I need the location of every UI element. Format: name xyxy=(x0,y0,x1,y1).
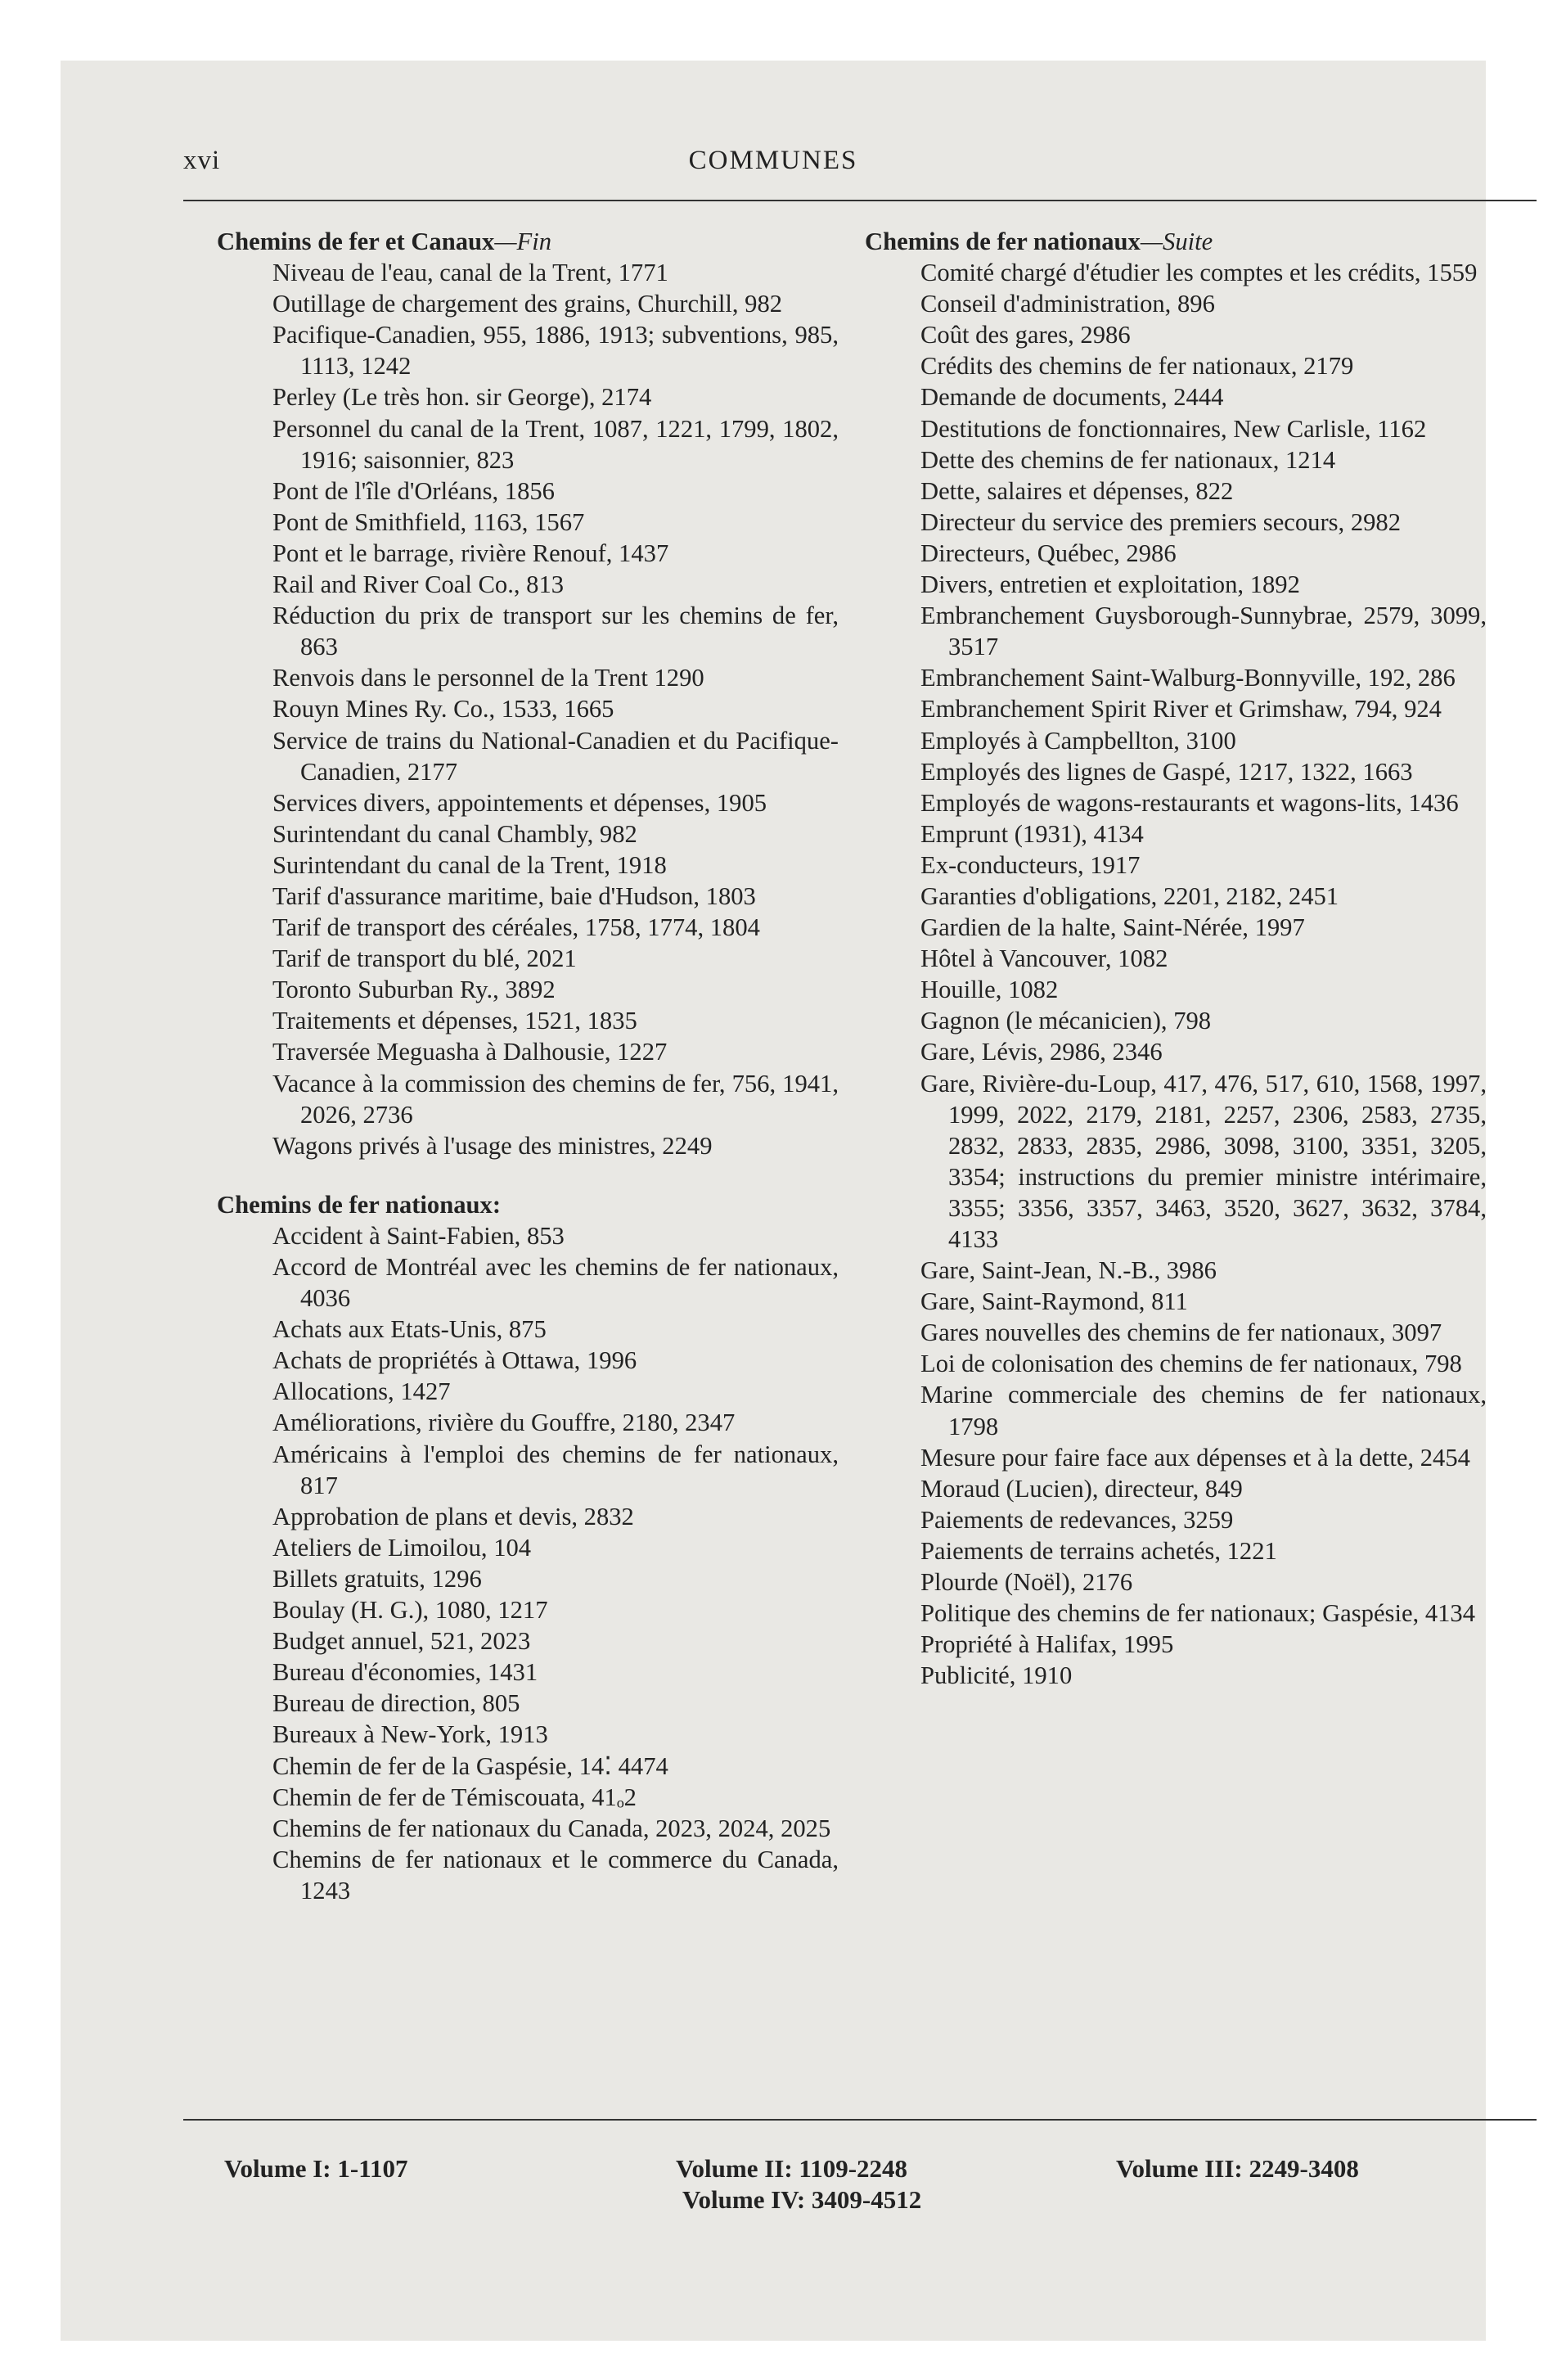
index-entry: Gare, Saint-Jean, N.-B., 3986 xyxy=(920,1256,1217,1285)
index-entry: Niveau de l'eau, canal de la Trent, 1771 xyxy=(272,259,668,287)
index-entry: Emprunt (1931), 4134 xyxy=(920,819,1144,848)
index-entry: Chemins de fer nationaux du Canada, 2023, 2024, 2025 xyxy=(272,1814,831,1842)
index-entry: Houille, 1082 xyxy=(920,976,1059,1004)
index-entry: Bureau d'économies, 1431 xyxy=(272,1658,538,1687)
index-entry: Ateliers de Limoilou, 104 xyxy=(272,1533,532,1562)
section-gap xyxy=(217,1161,839,1189)
index-entry: Mesure pour faire face aux dépenses et à la dette, 2454 xyxy=(920,1443,1470,1472)
index-entry: Gare, Lévis, 2986, 2346 xyxy=(920,1038,1163,1066)
index-entry: Gagnon (le mécanicien), 798 xyxy=(920,1007,1212,1035)
index-entry: Paiements de redevances, 3259 xyxy=(920,1505,1234,1534)
index-entry: Directeur du service des premiers secours, 2982 xyxy=(920,507,1402,536)
index-entry: Services divers, appointements et dépenses, 1905 xyxy=(272,788,767,817)
index-entry: Bureaux à New-York, 1913 xyxy=(272,1720,548,1749)
index-entry: Employés de wagons-restaurants et wagons-lits, 1436 xyxy=(920,788,1459,817)
index-entry: Embranchement Guysborough-Sunnybrae, 2579, 3099, 3517 xyxy=(920,602,1487,661)
page-header xyxy=(61,61,1486,192)
index-entry: Gares nouvelles des chemins de fer nationaux, 3097 xyxy=(920,1318,1442,1347)
index-entry: Pont de l'île d'Orléans, 1856 xyxy=(272,476,555,505)
index-entry: Propriété à Halifax, 1995 xyxy=(920,1630,1174,1659)
index-entry: Plourde (Noël), 2176 xyxy=(920,1568,1133,1597)
index-entry: Politique des chemins de fer nationaux; Gaspésie, 4134 xyxy=(920,1599,1476,1628)
running-head: COMMUNES xyxy=(688,146,858,175)
index-entry: Bureau de direction, 805 xyxy=(272,1689,520,1718)
volume-2-range: Volume II: 1109-2248 xyxy=(676,2154,908,2183)
index-entry: Pont de Smithfield, 1163, 1567 xyxy=(272,507,585,536)
index-entry: Traitements et dépenses, 1521, 1835 xyxy=(272,1007,637,1035)
section-title-text: Chemins de fer nationaux xyxy=(865,228,1141,255)
index-entry: Chemin de fer de Témiscouata, 41ₒ2 xyxy=(272,1783,637,1811)
index-entry: Garanties d'obligations, 2201, 2182, 2451 xyxy=(920,881,1339,910)
index-entry: Boulay (H. G.), 1080, 1217 xyxy=(272,1596,548,1625)
index-entry: Dette, salaires et dépenses, 822 xyxy=(920,476,1234,505)
index-entry: Achats de propriétés à Ottawa, 1996 xyxy=(272,1346,637,1375)
index-entry: Marine commerciale des chemins de fer nationaux, 1798 xyxy=(920,1381,1487,1440)
index-entry: Paiements de terrains achetés, 1221 xyxy=(920,1536,1277,1565)
index-entry: Chemins de fer nationaux et le commerce du Canada, 1243 xyxy=(272,1845,839,1904)
index-entry: Tarif d'assurance maritime, baie d'Hudson, 1803 xyxy=(272,881,756,910)
index-entry: Toronto Suburban Ry., 3892 xyxy=(272,976,556,1004)
index-entry: Tarif de transport des céréales, 1758, 1774, 1804 xyxy=(272,913,760,942)
index-entry: Accord de Montréal avec les chemins de fer nationaux, 4036 xyxy=(272,1253,839,1313)
right-column xyxy=(865,226,1487,1691)
index-entry: Tarif de transport du blé, 2021 xyxy=(272,944,577,973)
index-entry: Crédits des chemins de fer nationaux, 2179 xyxy=(920,352,1354,381)
index-entry: Dette des chemins de fer nationaux, 1214 xyxy=(920,445,1336,474)
section-title xyxy=(217,226,839,257)
index-entry: Demande de documents, 2444 xyxy=(920,383,1224,412)
left-column xyxy=(217,226,839,1906)
index-entry: Budget annuel, 521, 2023 xyxy=(272,1627,531,1656)
index-entry: Surintendant du canal de la Trent, 1918 xyxy=(272,850,667,879)
index-entry: Gare, Saint-Raymond, 811 xyxy=(920,1287,1188,1316)
index-entry: Allocations, 1427 xyxy=(272,1377,451,1406)
index-entry: Gardien de la halte, Saint-Nérée, 1997 xyxy=(920,913,1305,942)
index-entry: Employés à Campbellton, 3100 xyxy=(920,726,1236,755)
index-entry: Coût des gares, 2986 xyxy=(920,321,1131,349)
index-entry: Pont et le barrage, rivière Renouf, 1437 xyxy=(272,539,669,567)
index-entry: Moraud (Lucien), directeur, 849 xyxy=(920,1474,1243,1503)
volume-1-range: Volume I: 1-1107 xyxy=(224,2154,408,2183)
volume-3-range: Volume III: 2249-3408 xyxy=(1116,2154,1359,2183)
index-entry: Publicité, 1910 xyxy=(920,1661,1073,1690)
index-entry: Pacifique-Canadien, 955, 1886, 1913; subventions, 985, 1113, 1242 xyxy=(272,321,839,381)
index-entry: Billets gratuits, 1296 xyxy=(272,1564,482,1593)
footer-rule xyxy=(183,2119,1537,2121)
index-entry: Chemin de fer de la Gaspésie, 14⁚ 4474 xyxy=(272,1751,668,1780)
index-entry: Divers, entretien et exploitation, 1892 xyxy=(920,570,1300,599)
volume-4-range: Volume IV: 3409-4512 xyxy=(682,2185,922,2214)
index-entry: Embranchement Spirit River et Grimshaw, 794, 924 xyxy=(920,695,1442,723)
index-entry: Américains à l'emploi des chemins de fer nationaux, 817 xyxy=(272,1440,839,1499)
index-entry: Accident à Saint-Fabien, 853 xyxy=(272,1221,565,1250)
index-entry: Surintendant du canal Chambly, 982 xyxy=(272,819,637,848)
index-entry: Service de trains du National-Canadien et du Pacifique-Canadien, 2177 xyxy=(272,726,839,786)
index-entry: Achats aux Etats-Unis, 875 xyxy=(272,1315,547,1344)
index-entry: Approbation de plans et devis, 2832 xyxy=(272,1502,634,1530)
section-title xyxy=(217,1189,839,1220)
index-entry: Perley (Le très hon. sir George), 2174 xyxy=(272,383,652,412)
index-entry: Loi de colonisation des chemins de fer nationaux, 798 xyxy=(920,1350,1462,1378)
index-entry: Embranchement Saint-Walburg-Bonnyville, 192, 286 xyxy=(920,664,1456,692)
index-entry: Rouyn Mines Ry. Co., 1533, 1665 xyxy=(272,695,614,723)
page-number: xvi xyxy=(183,146,221,175)
index-entry: Rail and River Coal Co., 813 xyxy=(272,570,565,599)
index-entry: Personnel du canal de la Trent, 1087, 1221, 1799, 1802, 1916; saisonnier, 823 xyxy=(272,414,839,474)
index-entry: Destitutions de fonctionnaires, New Carlisle, 1162 xyxy=(920,414,1427,443)
index-entry: Traversée Meguasha à Dalhousie, 1227 xyxy=(272,1038,668,1066)
section-title xyxy=(865,226,1487,257)
section-title-text: Chemins de fer nationaux: xyxy=(217,1190,502,1219)
index-entry: Améliorations, rivière du Gouffre, 2180, 2347 xyxy=(272,1409,736,1437)
section-title-text: Chemins de fer et Canaux xyxy=(217,228,495,255)
index-entry: Directeurs, Québec, 2986 xyxy=(920,539,1177,567)
index-entry: Réduction du prix de transport sur les chemins de fer, 863 xyxy=(272,602,839,661)
index-entry: Comité chargé d'étudier les comptes et les crédits, 1559 xyxy=(920,259,1478,287)
header-rule xyxy=(183,200,1537,201)
index-entry: Hôtel à Vancouver, 1082 xyxy=(920,944,1168,973)
section-title-suffix: —Fin xyxy=(494,228,552,255)
index-entry: Renvois dans le personnel de la Trent 1290 xyxy=(272,664,704,692)
page xyxy=(61,61,1486,2341)
index-entry: Conseil d'administration, 896 xyxy=(920,290,1215,318)
index-entry: Outillage de chargement des grains, Churchill, 982 xyxy=(272,290,783,318)
section-title-suffix: —Suite xyxy=(1140,228,1213,255)
index-entry: Employés des lignes de Gaspé, 1217, 1322, 1663 xyxy=(920,757,1413,786)
index-entry: Vacance à la commission des chemins de fer, 756, 1941, 2026, 2736 xyxy=(272,1069,839,1129)
index-entry: Wagons privés à l'usage des ministres, 2249 xyxy=(272,1131,713,1160)
index-entry: Gare, Rivière-du-Loup, 417, 476, 517, 610, 1568, 1997, 1999, 2022, 2179, 2181, 2257, 2306, 2583, 2735, 2832, 2833, 2835, 2986, 3098, 3100, 3351, 3205, 3354; instructions du premier ministre intérimaire, 3355; 3356, 3357, 3463, 3520, 3627, 3632, 3784, 4133 xyxy=(920,1069,1487,1253)
index-entry: Ex-conducteurs, 1917 xyxy=(920,850,1141,879)
